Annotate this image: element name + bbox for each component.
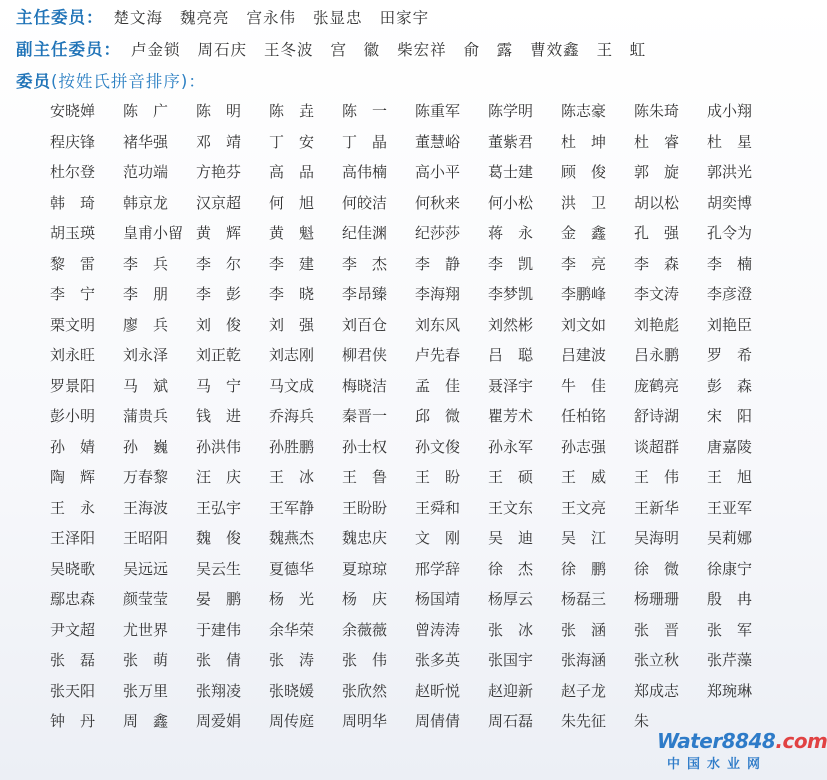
member-name: 张多英	[415, 651, 461, 669]
member-name: 柳君侠	[342, 346, 388, 364]
member-name: 王亚军	[707, 498, 753, 517]
member-name: 陈 明	[196, 102, 242, 120]
member-name: 夏德华	[269, 559, 315, 578]
member-name: 陈学明	[488, 102, 534, 120]
member-name: 吴海明	[634, 529, 680, 547]
member-name: 彭小明	[50, 407, 96, 425]
member-name: 钟 丹	[50, 712, 96, 730]
member-name: 赵昕悦	[415, 681, 461, 700]
member-name: 张晓媛	[269, 681, 315, 700]
member-name: 张 萌	[123, 651, 169, 669]
member-name: 杜 坤	[561, 132, 607, 151]
member-name: 晏 鹏	[196, 590, 242, 608]
director-name: 楚文海	[113, 9, 164, 27]
member-name: 李 兵	[123, 254, 169, 273]
member-name: 孙永军	[488, 437, 534, 456]
member-name: 纪佳渊	[342, 224, 388, 242]
watermark-domain: .com	[775, 729, 827, 753]
member-name: 张国宇	[488, 651, 534, 669]
member-name: 胡以松	[634, 193, 680, 212]
member-name: 蒋 永	[488, 224, 534, 242]
member-name: 张 涛	[269, 651, 315, 669]
member-name: 李 彭	[196, 285, 242, 303]
member-name: 赵迎新	[488, 681, 534, 700]
member-name: 李 建	[269, 254, 315, 273]
member-name: 刘文如	[561, 315, 607, 334]
member-name: 罗 希	[707, 346, 753, 364]
director-name: 宫永伟	[246, 9, 297, 27]
member-name: 陈 垚	[269, 102, 315, 120]
member-name: 徐康宁	[707, 559, 753, 578]
member-name: 钱 进	[196, 407, 242, 425]
member-name: 范功端	[123, 163, 169, 181]
member-name: 程庆锋	[50, 132, 96, 151]
member-name: 孟 佳	[415, 376, 461, 395]
member-name: 丁 晶	[342, 132, 388, 151]
member-name: 李彦澄	[707, 285, 753, 303]
member-name: 马文成	[269, 376, 315, 395]
member-name: 孙士权	[342, 437, 388, 456]
member-name: 皇甫小留	[123, 224, 184, 242]
member-name: 刘志刚	[269, 346, 315, 364]
member-name: 胡奕博	[707, 193, 753, 212]
members-title-label: 委员	[16, 72, 51, 91]
member-name: 吕建波	[561, 346, 607, 364]
member-name: 罗景阳	[50, 376, 96, 395]
director-title: 主任委员：	[16, 8, 104, 27]
member-name: 刘永旺	[50, 346, 96, 364]
member-name: 张 冰	[488, 620, 534, 639]
member-name: 秦晋一	[342, 407, 388, 425]
member-name: 张芹藻	[707, 651, 753, 669]
director-name: 魏亮亮	[180, 9, 230, 27]
member-name: 何小松	[488, 193, 534, 212]
vice-director-title: 副主任委员：	[16, 40, 121, 59]
vice-director-name: 俞 露	[463, 41, 514, 59]
member-name: 顾 俊	[561, 163, 607, 181]
member-name: 于建伟	[196, 620, 242, 639]
member-name: 宋 阳	[707, 407, 753, 425]
member-name: 吴晓歌	[50, 559, 96, 578]
member-name: 李 凯	[488, 254, 534, 273]
member-name: 孙志强	[561, 437, 607, 456]
member-name: 张 涵	[561, 620, 607, 639]
watermark-brand	[657, 729, 827, 753]
member-name: 王 威	[561, 468, 607, 486]
member-name: 何 旭	[269, 193, 315, 212]
member-name: 刘 强	[269, 315, 315, 334]
member-name: 郭 旋	[634, 163, 680, 181]
member-name: 王昭阳	[123, 529, 169, 547]
member-name: 孙洪伟	[196, 437, 242, 456]
member-name: 杜 星	[707, 132, 753, 151]
member-name: 廖 兵	[123, 315, 169, 334]
member-name: 朱	[634, 712, 650, 730]
member-name: 夏琼琼	[342, 559, 388, 578]
member-name: 郑成志	[634, 681, 680, 700]
member-name: 陈 广	[123, 102, 169, 120]
member-name: 邓 靖	[196, 132, 242, 151]
member-name: 高伟楠	[342, 163, 388, 181]
member-name: 王 鲁	[342, 468, 388, 486]
member-name: 殷 冉	[707, 590, 753, 608]
member-name: 张 晋	[634, 620, 680, 639]
member-name: 陈 一	[342, 102, 388, 120]
member-name: 王 冰	[269, 468, 315, 486]
member-name: 张翔凌	[196, 681, 242, 700]
member-name: 周明华	[342, 712, 388, 730]
member-name: 黎 雷	[50, 254, 96, 273]
member-name: 孙 婧	[50, 437, 96, 456]
vice-director-line	[16, 36, 781, 60]
member-name: 陈志豪	[561, 102, 607, 120]
member-name: 刘艳臣	[707, 315, 753, 334]
vice-director-name: 王冬波	[264, 41, 314, 59]
member-name: 栗文明	[50, 315, 96, 334]
member-name: 李海翔	[415, 285, 461, 303]
watermark-site-name: 中国水业网	[666, 757, 767, 772]
member-name: 李 朋	[123, 285, 169, 303]
member-name: 梅晓洁	[342, 376, 388, 395]
member-name: 杜 睿	[634, 132, 680, 151]
member-name: 郭洪光	[707, 163, 753, 181]
member-name: 李梦凯	[488, 285, 534, 303]
member-name: 董紫君	[488, 132, 534, 151]
member-name: 周 鑫	[123, 712, 169, 730]
member-name: 张万里	[123, 681, 169, 700]
member-name: 李文涛	[634, 285, 680, 303]
member-name: 邢学辞	[415, 559, 461, 578]
member-name: 赵子龙	[561, 681, 607, 700]
member-name: 韩京龙	[123, 193, 169, 212]
member-name: 高 品	[269, 163, 315, 181]
member-name: 杨国靖	[415, 590, 461, 608]
member-name: 王盼盼	[342, 498, 388, 517]
member-name: 孙文俊	[415, 437, 461, 456]
member-name: 尹文超	[50, 620, 96, 639]
member-name: 张 磊	[50, 651, 96, 669]
member-name: 周石磊	[488, 712, 534, 730]
member-name: 王 盼	[415, 468, 461, 486]
member-name: 纪莎莎	[415, 224, 461, 242]
member-name: 黄 辉	[196, 224, 242, 242]
member-name: 葛士建	[488, 163, 534, 181]
vice-director-name: 王 虹	[596, 41, 647, 59]
member-name: 周爱娟	[196, 712, 242, 730]
member-name: 张 军	[707, 620, 753, 639]
member-name: 吕永鹏	[634, 346, 680, 364]
vice-director-name: 宫 徽	[330, 41, 381, 59]
member-name: 杨珊珊	[634, 590, 680, 608]
member-name: 李鹏峰	[561, 285, 607, 303]
member-name: 曾涛涛	[415, 620, 461, 639]
member-name: 刘东风	[415, 315, 461, 334]
member-name: 刘然彬	[488, 315, 534, 334]
director-line	[16, 4, 781, 28]
member-name: 孙胜鹏	[269, 437, 315, 456]
member-name: 张天阳	[50, 681, 96, 700]
member-name: 鄢忠森	[50, 590, 96, 608]
member-name: 张欣然	[342, 681, 388, 700]
member-name: 聂泽宇	[488, 376, 534, 395]
member-name: 孔 强	[634, 224, 680, 242]
member-name: 文 刚	[415, 529, 461, 547]
member-name: 吴 迪	[488, 529, 534, 547]
vice-director-name: 周石庆	[197, 41, 248, 59]
member-name: 刘正乾	[196, 346, 242, 364]
member-name: 方艳芬	[196, 163, 242, 181]
member-name: 董慧峪	[415, 132, 461, 151]
director-names	[114, 6, 447, 28]
member-name: 黄 魁	[269, 224, 315, 242]
member-name: 王军静	[269, 498, 315, 517]
member-name: 洪 卫	[561, 193, 607, 212]
vice-director-name: 柴宏祥	[397, 41, 447, 59]
member-name: 孙 巍	[123, 437, 169, 456]
member-name: 吴莉娜	[707, 529, 753, 547]
members-sort-note: (按姓氏拼音排序)：	[51, 72, 206, 91]
member-name: 魏忠庆	[342, 529, 388, 547]
member-name: 徐 杰	[488, 559, 534, 578]
member-name: 周传庭	[269, 712, 315, 730]
member-name: 余薇薇	[342, 620, 388, 639]
member-name: 杨厚云	[488, 590, 534, 608]
member-name: 张 伟	[342, 651, 388, 669]
member-name: 何秋来	[415, 193, 461, 212]
member-name: 金 鑫	[561, 224, 607, 242]
member-name: 李昂臻	[342, 285, 388, 303]
member-name: 张立秋	[634, 651, 680, 669]
vice-director-name: 曹效鑫	[530, 41, 580, 59]
member-name: 尤世界	[123, 620, 169, 639]
member-name: 刘永泽	[123, 346, 169, 364]
member-name: 何皎洁	[342, 193, 388, 212]
member-name: 邱 微	[415, 407, 461, 425]
member-name: 王文东	[488, 498, 534, 517]
member-name: 余华荣	[269, 620, 315, 639]
watermark-word: Water	[657, 729, 722, 753]
members-line	[16, 68, 781, 92]
member-name: 唐嘉陵	[707, 437, 753, 456]
member-name: 蒲贵兵	[123, 407, 169, 425]
member-name: 郑琬琳	[707, 681, 753, 700]
member-name: 王 伟	[634, 468, 680, 486]
member-name: 吴 江	[561, 529, 607, 547]
site-watermark-logo	[657, 729, 827, 772]
member-name: 孔令为	[707, 224, 753, 242]
vice-director-names	[131, 38, 663, 60]
member-name: 安晓婵	[50, 102, 96, 120]
member-name: 成小翔	[707, 102, 753, 120]
member-name: 王新华	[634, 498, 680, 517]
member-name: 谈超群	[634, 437, 680, 456]
member-name: 王文亮	[561, 498, 607, 517]
member-name: 张 倩	[196, 651, 242, 669]
member-name: 李 杰	[342, 254, 388, 273]
member-name: 李 宁	[50, 285, 96, 303]
member-name: 王 永	[50, 498, 96, 517]
member-name: 庞鹤亮	[634, 376, 680, 395]
member-name: 王海波	[123, 498, 169, 517]
member-name: 陈朱琦	[634, 102, 680, 120]
director-name: 田家宇	[379, 9, 430, 27]
member-name: 刘艳彪	[634, 315, 680, 334]
member-name: 李 晓	[269, 285, 315, 303]
member-name: 汉京超	[196, 193, 242, 212]
vice-director-name: 卢金锁	[131, 41, 181, 59]
member-name: 陶 辉	[50, 468, 96, 486]
member-name: 徐 微	[634, 559, 680, 578]
member-name: 张海涵	[561, 651, 607, 669]
member-name: 汪 庆	[196, 468, 242, 486]
member-name: 王泽阳	[50, 529, 96, 547]
member-name: 卢先春	[415, 346, 461, 364]
member-name: 牛 佳	[561, 376, 607, 395]
member-name: 李 楠	[707, 254, 753, 273]
member-name: 魏燕杰	[269, 529, 315, 547]
members-grid	[50, 96, 780, 737]
member-name: 胡玉瑛	[50, 224, 96, 242]
member-name: 韩 琦	[50, 193, 96, 212]
member-name: 乔海兵	[269, 407, 315, 425]
member-name: 李 亮	[561, 254, 607, 273]
member-name: 吴远远	[123, 559, 169, 578]
member-name: 徐 鹏	[561, 559, 607, 578]
member-name: 瞿芳术	[488, 407, 534, 425]
member-name: 周倩倩	[415, 712, 461, 730]
member-name: 王 旭	[707, 468, 753, 486]
member-name: 王 硕	[488, 468, 534, 486]
member-name: 颜莹莹	[123, 590, 169, 608]
member-name: 刘百仓	[342, 315, 388, 334]
watermark-suffix: 8848	[721, 729, 776, 753]
member-name: 李 静	[415, 254, 461, 273]
member-name: 万春黎	[123, 468, 169, 486]
member-name: 李 尔	[196, 254, 242, 273]
member-name: 彭 森	[707, 376, 753, 395]
member-name: 杨 光	[269, 590, 315, 608]
member-name: 魏 俊	[196, 529, 242, 547]
member-name: 王舜和	[415, 498, 461, 517]
member-name: 杨 庆	[342, 590, 388, 608]
member-name: 杨磊三	[561, 590, 607, 608]
member-name: 朱先征	[561, 712, 607, 730]
member-name: 丁 安	[269, 132, 315, 151]
member-name: 马 斌	[123, 376, 169, 395]
member-name: 高小平	[415, 163, 461, 181]
member-name: 王弘宇	[196, 498, 242, 517]
director-name: 张显忠	[313, 9, 363, 27]
member-name: 杜尔登	[50, 163, 96, 181]
member-name: 褚华强	[123, 132, 169, 151]
members-title	[16, 68, 206, 92]
member-name: 吕 聪	[488, 346, 534, 364]
member-name: 吴云生	[196, 559, 242, 578]
member-name: 舒诗湖	[634, 407, 680, 425]
member-name: 刘 俊	[196, 315, 242, 334]
member-name: 马 宁	[196, 376, 242, 395]
member-name: 任柏铭	[561, 407, 607, 425]
member-name: 陈重军	[415, 102, 461, 120]
member-name: 李 森	[634, 254, 680, 273]
